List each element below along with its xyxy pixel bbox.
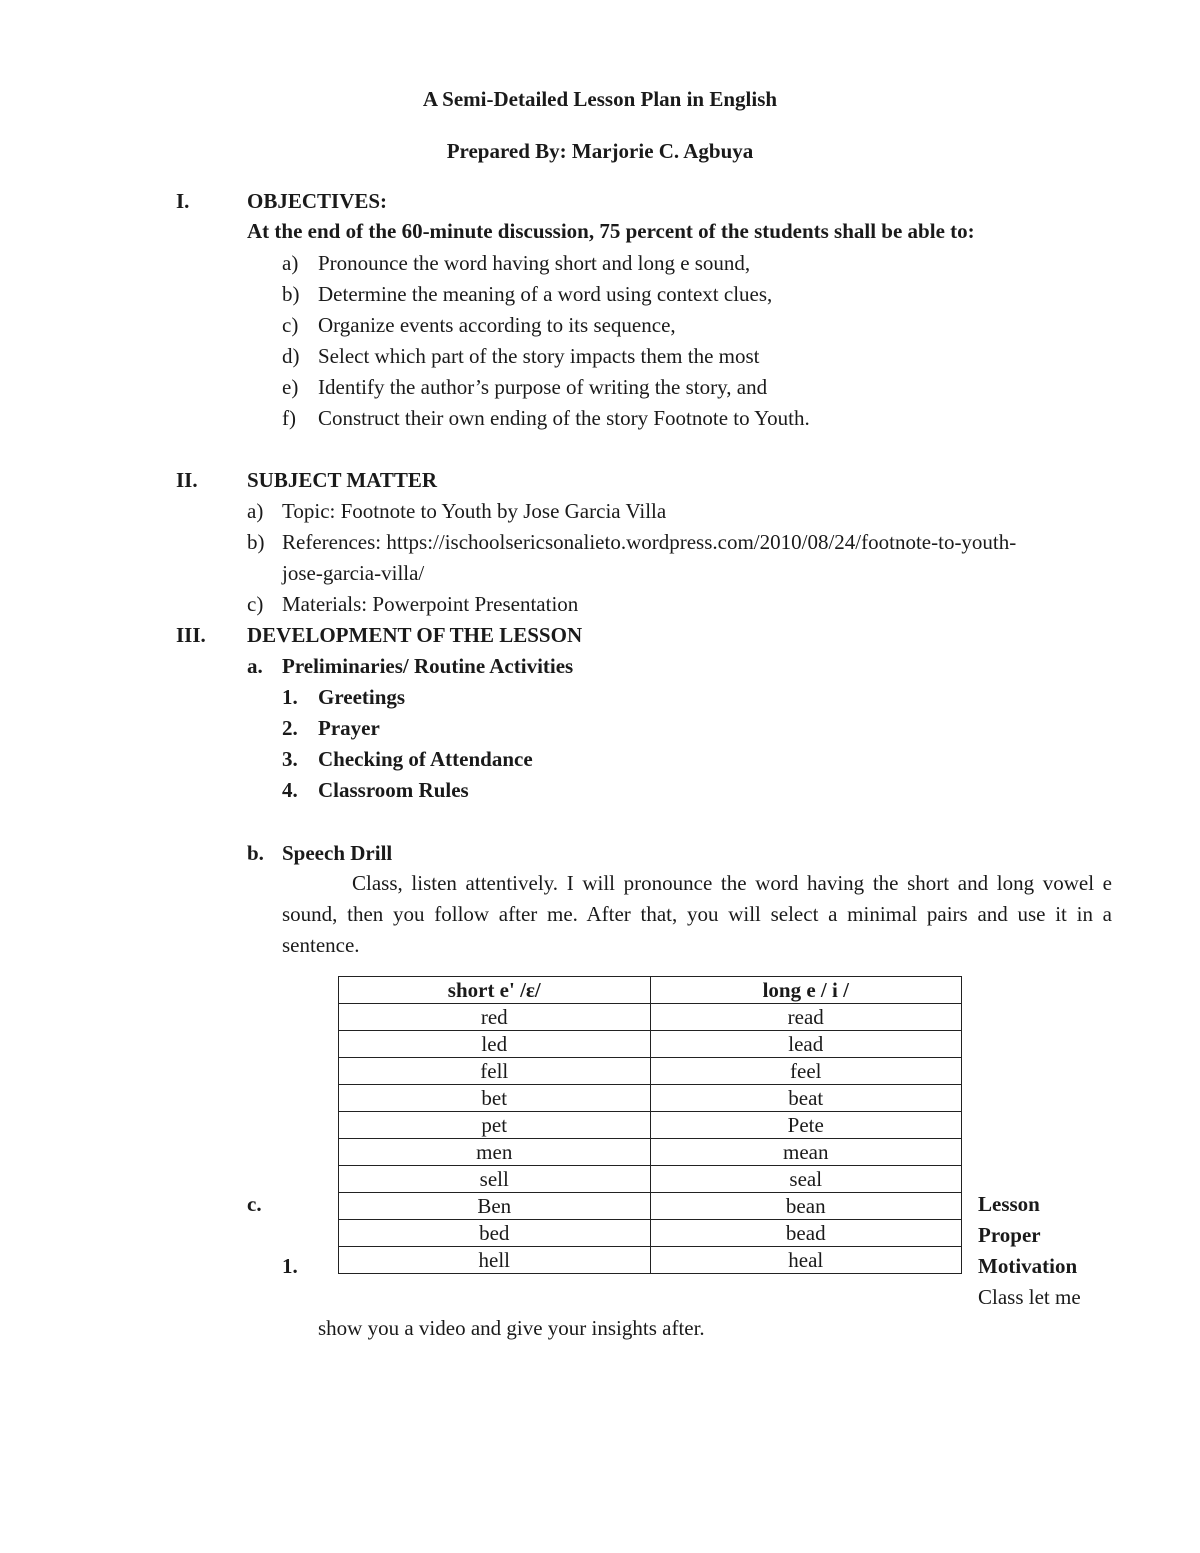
short-e-word: hell xyxy=(339,1247,651,1274)
objective-label: d) xyxy=(282,344,300,368)
objective-label: e) xyxy=(282,375,299,399)
table-row xyxy=(339,1247,962,1274)
lesson-proper-heading-line1: Lesson xyxy=(978,1192,1040,1216)
routine-label: 1. xyxy=(282,685,298,709)
routine-item: Prayer xyxy=(318,716,380,740)
table-row xyxy=(339,1112,962,1139)
objective-label: c) xyxy=(282,313,299,337)
routine-label: 4. xyxy=(282,778,298,802)
section-numeral-development: III. xyxy=(176,623,206,647)
long-e-word: Pete xyxy=(650,1112,962,1139)
routine-item: Greetings xyxy=(318,685,406,709)
objective-label: a) xyxy=(282,251,299,275)
objective-text: Determine the meaning of a word using context clues, xyxy=(318,282,773,306)
long-e-word: bean xyxy=(650,1193,962,1220)
table-row xyxy=(339,1220,962,1247)
long-e-word: bead xyxy=(650,1220,962,1247)
motivation-text-line1: Class let me xyxy=(978,1285,1081,1309)
speech-drill-label: b. xyxy=(247,841,264,865)
routine-item: Classroom Rules xyxy=(318,778,469,802)
subject-label: c) xyxy=(247,592,264,616)
long-e-word: heal xyxy=(650,1247,962,1274)
subject-materials: Materials: Powerpoint Presentation xyxy=(282,592,579,616)
prepared-by: Prepared By: Marjorie C. Agbuya xyxy=(446,139,754,163)
motivation-label: 1. xyxy=(282,1254,298,1278)
subject-label: b) xyxy=(247,530,265,554)
objective-label: b) xyxy=(282,282,300,306)
short-e-word: led xyxy=(339,1031,651,1058)
subject-label: a) xyxy=(247,499,264,523)
objective-text: Identify the author’s purpose of writing the story, and xyxy=(318,375,768,399)
objective-text: Organize events according to its sequence, xyxy=(318,313,676,337)
subject-matter-heading: SUBJECT MATTER xyxy=(247,468,438,492)
column-header-short-e: short e' /ɛ/ xyxy=(339,977,651,1004)
routine-label: 2. xyxy=(282,716,298,740)
page-title: A Semi-Detailed Lesson Plan in English xyxy=(422,87,778,111)
table-row xyxy=(339,1193,962,1220)
routine-label: 3. xyxy=(282,747,298,771)
development-heading: DEVELOPMENT OF THE LESSON xyxy=(247,623,583,647)
short-e-word: pet xyxy=(339,1112,651,1139)
motivation-text-line2: show you a video and give your insights after. xyxy=(318,1316,705,1340)
table-row xyxy=(339,1031,962,1058)
short-e-word: fell xyxy=(339,1058,651,1085)
table-header-row xyxy=(339,977,962,1004)
lesson-proper-label: c. xyxy=(247,1192,262,1216)
short-e-word: Ben xyxy=(339,1193,651,1220)
table-row xyxy=(339,1139,962,1166)
column-header-long-e: long e / i / xyxy=(650,977,962,1004)
long-e-word: lead xyxy=(650,1031,962,1058)
long-e-word: seal xyxy=(650,1166,962,1193)
preliminaries-label: a. xyxy=(247,654,263,678)
short-e-word: bet xyxy=(339,1085,651,1112)
short-e-word: bed xyxy=(339,1220,651,1247)
subject-references-continued: jose-garcia-villa/ xyxy=(282,561,425,585)
motivation-heading: Motivation xyxy=(978,1254,1078,1278)
minimal-pairs-table xyxy=(338,976,962,1274)
preliminaries-heading: Preliminaries/ Routine Activities xyxy=(282,654,574,678)
long-e-word: mean xyxy=(650,1139,962,1166)
table-row xyxy=(339,1058,962,1085)
section-numeral-subject-matter: II. xyxy=(176,468,198,492)
objective-text: Select which part of the story impacts them the most xyxy=(318,344,760,368)
objective-text: Pronounce the word having short and long e sound, xyxy=(318,251,751,275)
short-e-word: men xyxy=(339,1139,651,1166)
routine-item: Checking of Attendance xyxy=(318,747,533,771)
lesson-proper-heading-line2: Proper xyxy=(978,1223,1041,1247)
speech-drill-heading: Speech Drill xyxy=(282,841,393,865)
objective-label: f) xyxy=(282,406,296,430)
objective-text: Construct their own ending of the story Footnote to Youth. xyxy=(318,406,810,430)
speech-drill-paragraph: Class, listen attentively. I will pronounce the word having the short and long vowel e sound, then you follow after me. After that, you will select a minimal pairs and use it in a sentence. xyxy=(282,871,1112,957)
long-e-word: beat xyxy=(650,1085,962,1112)
objectives-heading: OBJECTIVES: xyxy=(247,189,388,213)
table-row xyxy=(339,1085,962,1112)
short-e-word: sell xyxy=(339,1166,651,1193)
subject-topic: Topic: Footnote to Youth by Jose Garcia Villa xyxy=(282,499,667,523)
objectives-intro: At the end of the 60-minute discussion, 75 percent of the students shall be able to: xyxy=(247,219,975,243)
subject-references: References: https://ischoolsericsonalieto.wordpress.com/2010/08/24/footnote-to-youth- xyxy=(282,530,1017,554)
short-e-word: red xyxy=(339,1004,651,1031)
long-e-word: feel xyxy=(650,1058,962,1085)
long-e-word: read xyxy=(650,1004,962,1031)
table-row xyxy=(339,1004,962,1031)
table-row xyxy=(339,1166,962,1193)
section-numeral-objectives: I. xyxy=(176,189,190,213)
